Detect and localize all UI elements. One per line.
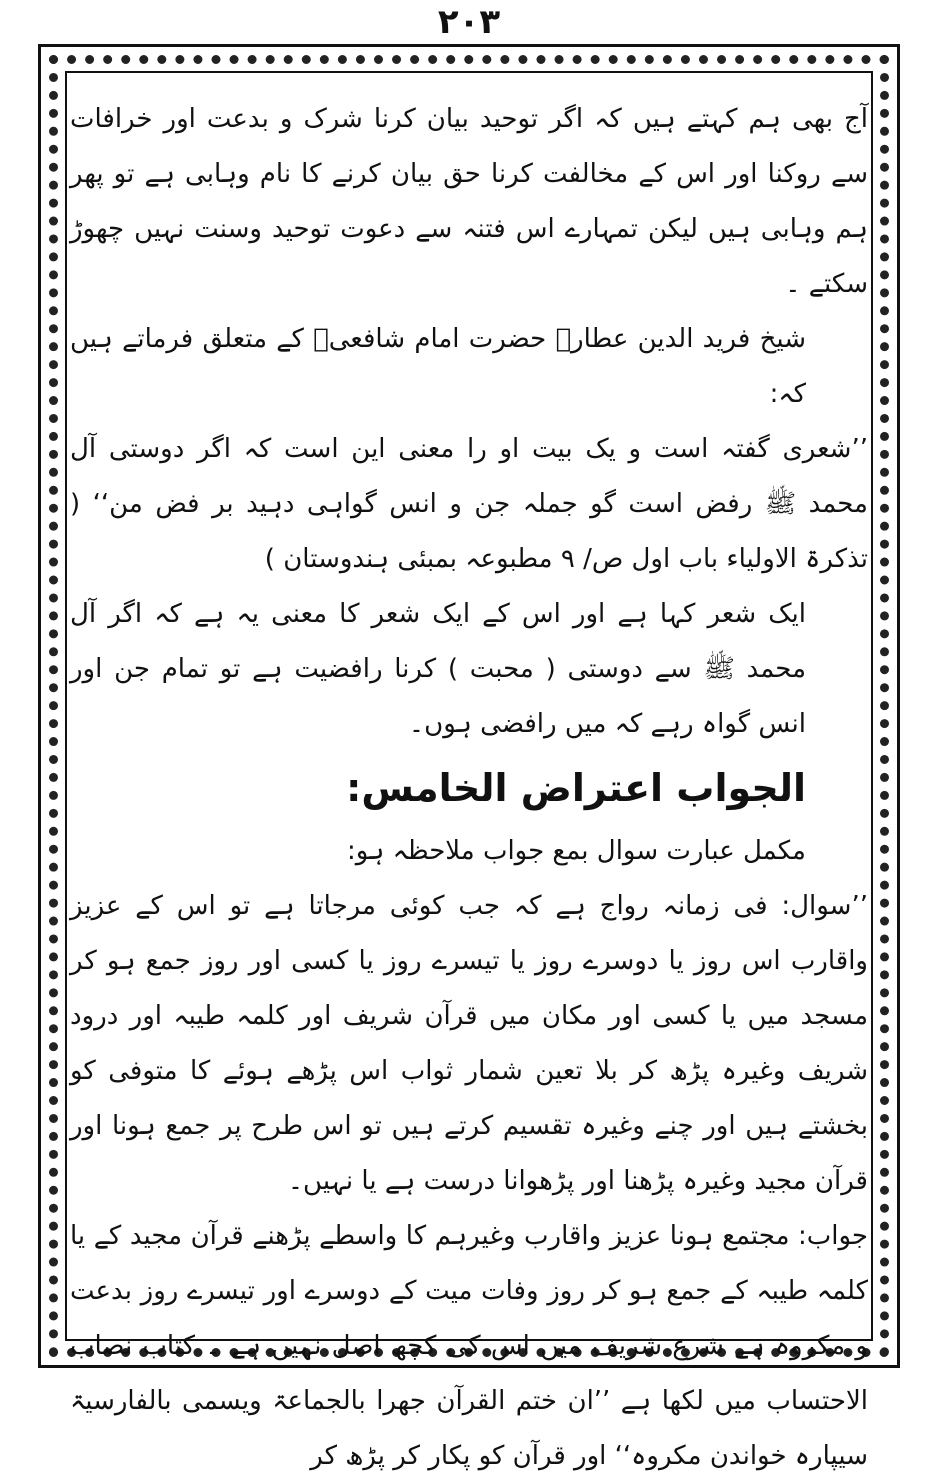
paragraph-full-text-intro: مکمل عبارت سوال بمع جواب ملاحظہ ہو: <box>346 836 806 866</box>
section-heading: الجواب اعتراض الخامس: <box>346 766 806 810</box>
paragraph-persian-quote: ’’شعری گفتہ است و یک بیت او را معنی این است کہ اگر دوستی آل محمد ﷺ رفض است گو جملہ جن و انس گواہی دہید بر فض من‘‘ ( تذکرۃ الاولیاء باب اول ص/ ۹ مطبوعہ بمبئی ہندوستان ) <box>70 434 868 574</box>
paragraph-question: ’’سوال: فی زمانہ رواج ہے کہ جب کوئی مرجاتا ہے تو اس کے عزیز واقارب اس روز یا دوسرے روز یا تیسرے روز یا کسی اور روز جمع ہو کر مسجد میں یا کسی اور مکان میں قرآن شریف اور کلمہ طیبہ اور درود شریف وغیرہ پڑھ کر بلا تعین شمار ثواب اس پڑھے ہوئے کا متوفی کو بخشتے ہیں اور چنے وغیرہ تقسیم کرتے ہیں تو اس طرح پر جمع ہونا اور قرآن مجید وغیرہ پڑھنا اور پڑھوانا درست ہے یا نہیں۔ <box>70 891 868 1196</box>
paragraph-translation: ایک شعر کہا ہے اور اس کے ایک شعر کا معنی یہ ہے کہ اگر آل محمد ﷺ سے دوستی ( محبت ) کرنا رافضیت ہے تو تمام جن اور انس گواہ رہے کہ میں رافضی ہوں۔ <box>70 599 806 739</box>
paragraph-attar-intro: شیخ فرید الدین عطارؒ حضرت امام شافعیؒ کے متعلق فرماتے ہیں کہ: <box>70 324 806 409</box>
paragraph-wahabi: آج بھی ہم کہتے ہیں کہ اگر توحید بیان کرنا شرک و بدعت اور خرافات سے روکنا اور اس کے مخالفت کرنا حق بیان کرنے کا نام وہابی ہے تو پھر ہم وہابی ہیں لیکن تمہارے اس فتنہ سے دعوت توحید وسنت نہیں چھوڑ سکتے ۔ <box>70 104 868 299</box>
page-body <box>70 92 868 1484</box>
page-number: ۲۰۳ <box>437 2 501 42</box>
paragraph-answer: جواب: مجتمع ہونا عزیز واقارب وغیرہم کا واسطے پڑھنے قرآن مجید کے یا کلمہ طیبہ کے جمع ہو کر روز وفات میت کے دوسرے اور تیسرے روز بدعت و مکروہ ہے شرع شریف میں اس کی کچھ اصل نہیں ہے ۔ کتاب نصاب الاحتساب میں لکھا ہے ’’ان ختم القرآن جھرا بالجماعۃ ویسمی بالفارسیۃ سیپارہ خواندن مکروہ‘‘ اور قرآن کو پکار کر پڑھ کر <box>70 1221 868 1471</box>
